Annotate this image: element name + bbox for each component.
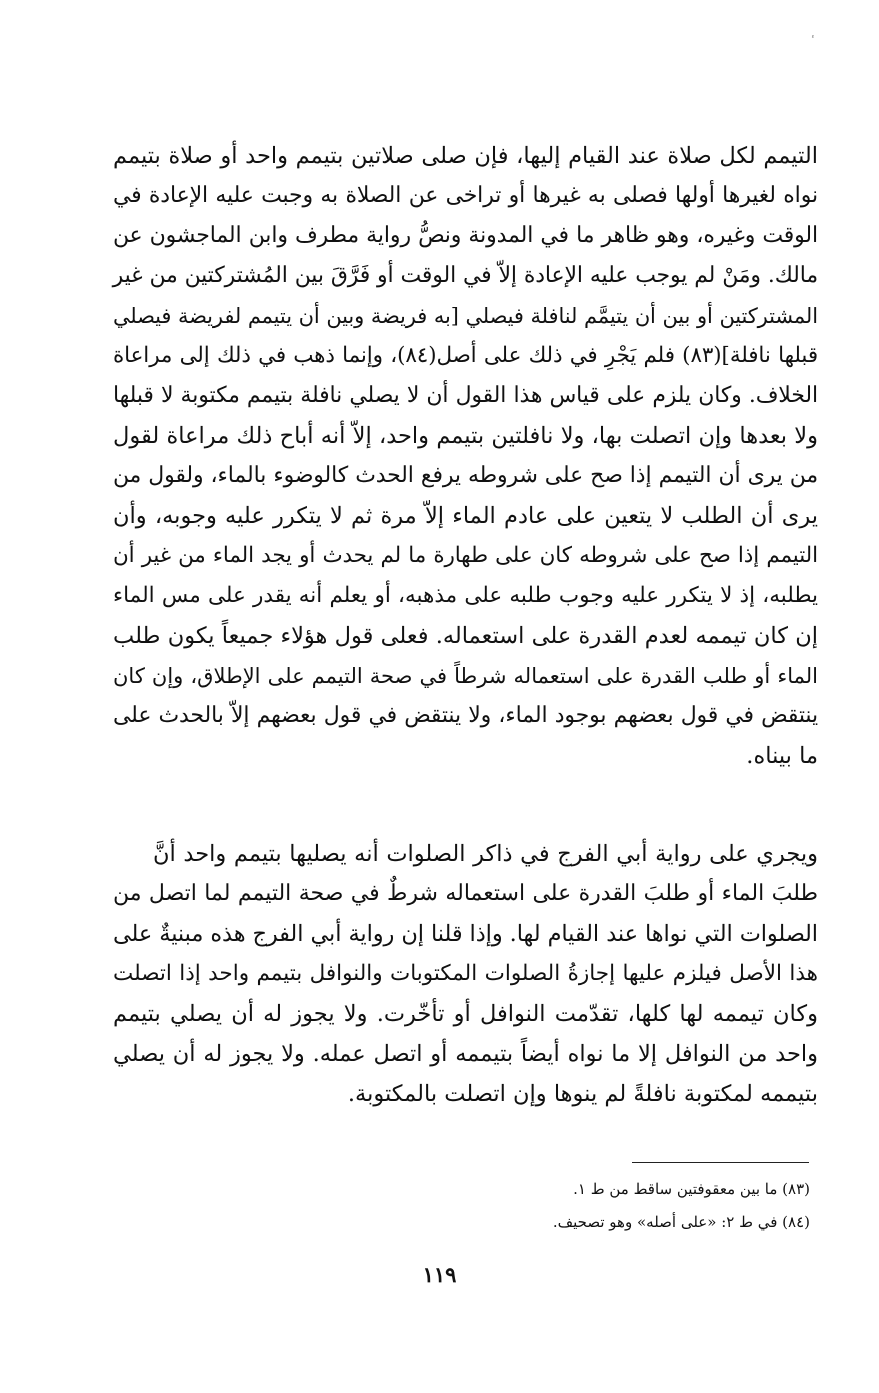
- text-line: مالك. ومَنْ لم يوجب عليه الإعادة إلاّ في الوقت أو فَرَّقَ بين المُشتركتين من غير: [112, 263, 818, 288]
- text-line: التيمم إذا صح على شروطه كان على طهارة ما لم يحدث أو يجد الماء من غير أن: [113, 543, 818, 568]
- text-line: ما بيناه.: [746, 743, 818, 769]
- text-line: نواه لغيرها أولها فصلى به غيرها أو تراخى عن الصلاة به وجبت عليه الإعادة في: [113, 183, 818, 208]
- text-line: ويجري على رواية أبي الفرج في ذاكر الصلوات أنه يصليها بتيمم واحد أنَّ: [153, 841, 818, 867]
- text-line: إن كان تيممه لعدم القدرة على استعماله. فعلى قول هؤلاء جميعاً يكون طلب: [113, 623, 818, 649]
- text-line: هذا الأصل فيلزم عليها إجازةُ الصلوات المكتوبات والنوافل بتيمم واحد إذا اتصلت: [113, 961, 818, 986]
- text-line: الماء أو طلب القدرة على استعماله شرطاً في صحة التيمم على الإطلاق، وإن كان: [113, 664, 818, 688]
- text-line: ولا بعدها وإن اتصلت بها، ولا نافلتين بتيمم واحد، إلاّ أنه أباح ذلك مراعاة لقول: [113, 423, 818, 449]
- text-line: يطلبه، إذ لا يتكرر عليه وجوب طلبه على مذهبه، أو يعلم أنه يقدر على مس الماء: [113, 583, 818, 608]
- footnote-separator: [632, 1162, 809, 1163]
- text-line: الصلوات التي نواها عند القيام لها. وإذا قلنا إن رواية أبي الفرج هذه مبنيةٌ على: [113, 921, 818, 947]
- text-line: الوقت وغيره، وهو ظاهر ما في المدونة ونصُّ رواية مطرف وابن الماجشون عن: [113, 223, 818, 248]
- text-line: الخلاف. وكان يلزم على قياس هذا القول أن لا يصلي نافلة بتيمم مكتوبة لا قبلها: [113, 383, 818, 408]
- text-line: التيمم لكل صلاة عند القيام إليها، فإن صلى صلاتين بتيمم واحد أو صلاة بتيمم: [113, 143, 818, 169]
- page-number: ١١٩: [422, 1262, 457, 1287]
- text-line: المشتركتين أو بين أن يتيمَّم لنافلة فيصلي [به فريضة وبين أن يتيمم لفريضة فيصلي: [113, 304, 818, 328]
- text-line: بتيممه لمكتوبة نافلةً لم ينوها وإن اتصلت بالمكتوبة.: [347, 1081, 818, 1107]
- text-line: واحد من النوافل إلا ما نواه أيضاً بتيممه أو اتصل عمله. ولا يجوز له أن يصلي: [113, 1041, 818, 1067]
- text-line: وكان تيممه لها كلها، تقدّمت النوافل أو تأخّرت. ولا يجوز له أن يصلي بتيمم: [113, 1001, 818, 1027]
- text-line: من يرى أن التيمم إذا صح على شروطه يرفع الحدث كالوضوء بالماء، ولقول من: [113, 463, 818, 488]
- text-line: طلبَ الماء أو طلبَ القدرة على استعماله شرطٌ في صحة التيمم لما اتصل من: [113, 881, 818, 906]
- text-line: ينتقض في قول بعضهم بوجود الماء، ولا ينتقض في قول بعضهم إلاّ بالحدث على: [113, 703, 818, 728]
- text-line: قبلها نافلة](٨٣) فلم يَجْرِ في ذلك على أصل(٨٤)، وإنما ذهب في ذلك إلى مراعاة: [113, 343, 818, 368]
- footnote: (٨٣) ما بين معقوفتين ساقط من ط ١.: [573, 1180, 810, 1198]
- text-line: يرى أن الطلب لا يتعين على عادم الماء إلاّ مرة ثم لا يتكرر عليه وجوبه، وأن: [113, 503, 818, 529]
- footnote: (٨٤) في ط ٢: «على أصله» وهو تصحيف.: [552, 1213, 810, 1231]
